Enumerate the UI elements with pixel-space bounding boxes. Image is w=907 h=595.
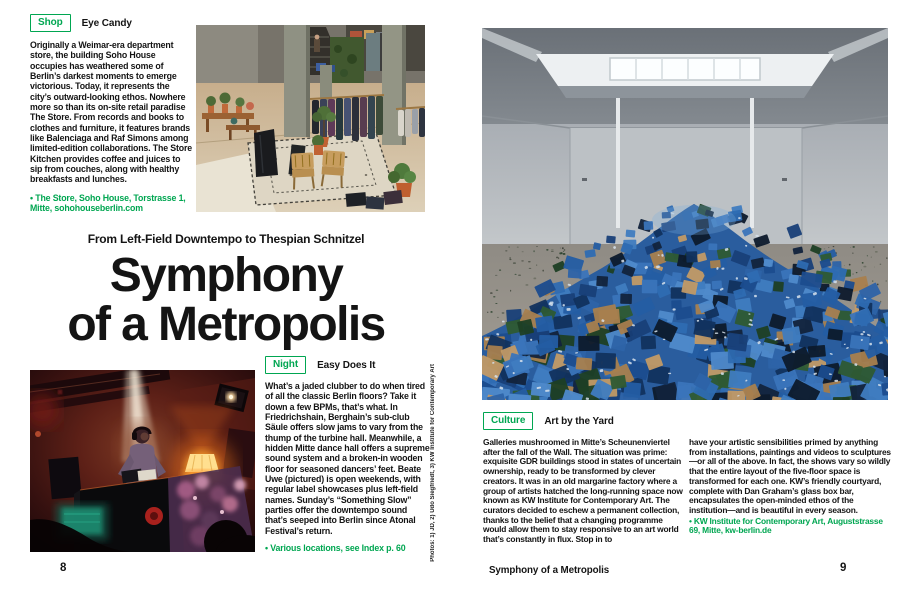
store-photo <box>196 25 425 212</box>
culture-column-1: Galleries mushroomed in Mitte’s Scheunenviertel after the fall of the Wall. The situation was prime: exquisite GDR buildings stood in states of uncertain ownership, ready to be transformed by clever creators. It was in an old margarine factory where a group of artists hatched the long-running space now known as KW Institute for Contemporary Art. The curators decided to eschew a permanent collection, thanks to the belief that a changing programme would allow them to stay responsive to an art world that’s constantly in flux. Stop in to <box>483 437 683 545</box>
shop-body: Originally a Weimar-era department store, the building Soho House occupies has weathered some of Berlin’s darkest moments to emerge victorious. Today, it represents the city’s outward-looking ethos. Nowhere more so than its on-site retail paradise The Store. From records and books to clothes and furniture, it features brands like Balenciaga and Raf Simons among limited-edition collaborations. The Store Kitchen provides coffee and juices to sip from couches, along with healthy breakfasts and lunches. <box>30 40 192 185</box>
page-number-right: 9 <box>840 562 847 574</box>
culture-column-2-body: have your artistic sensibilities primed by anything from installations, paintings and videos to sculptures—or all of the above. In fact, the shows vary so wildly that the entire layout of the five-floor space is transformed for each one. KW’s friendly courtyard, complete with Dan Graham’s glass box bar, encapsulates the open-minded ethos of the institution—and is beautiful in every season. <box>689 437 891 515</box>
feature-kicker: From Left-Field Downtempo to Thespian Schnitzel <box>87 232 365 246</box>
page-number-left: 8 <box>60 562 67 574</box>
footer-article-title: Symphony of a Metropolis <box>489 565 610 576</box>
night-contact: • Various locations, see Index p. 60 <box>265 543 406 554</box>
night-section <box>265 356 431 554</box>
night-body: What’s a jaded clubber to do when tired of all the classic Berlin floors? Take it down a few BPMs, that’s what. In Friedrichshain, Berghain’s sub-club Säule offers slow jams to vary from the thump of the turbine hall. Meanwhile, a hidden Mitte dance hall offers a supreme sound system and a broken-in wooden floor for seasoned dancers’ feet. Beate Uwe (pictured) is open weekends, with regular label showcases plus left-field names. Sunday’s “Something Slow” parties offer the downtempo sound that’s seeped into Berlin since Atonal Festival’s return. <box>265 381 430 536</box>
night-heading: Easy Does It <box>317 359 376 371</box>
store-photo-art <box>196 25 425 212</box>
culture-heading: Art by the Yard <box>544 415 614 427</box>
culture-section-header <box>483 412 614 430</box>
culture-contact: • KW Institute for Contemporary Art, Auguststrasse 69, Mitte, kw-berlin.de <box>689 515 883 536</box>
shop-contact: • The Store, Soho House, Torstrasse 1, Mitte, sohohouseberlin.com <box>30 192 186 214</box>
night-tag: Night <box>265 356 306 374</box>
club-photo <box>30 370 255 552</box>
feature-headline-block <box>10 232 442 349</box>
feature-title <box>10 251 442 349</box>
feature-title-line1: Symphony <box>109 249 343 302</box>
photo-credit-text: Photos: 1) JD, 2) Udo Siegfriedt, 3) KW Institute for Contemporary Art <box>430 363 436 562</box>
feature-title-line2: of a Metropolis <box>67 298 385 351</box>
night-section-header <box>265 356 431 374</box>
installation-photo-art <box>482 28 888 400</box>
shop-heading: Eye Candy <box>81 17 132 29</box>
shop-section-header <box>30 14 193 32</box>
shop-section <box>30 14 193 214</box>
culture-tag: Culture <box>483 412 533 430</box>
photo-credit <box>427 363 439 562</box>
culture-column-2 <box>689 438 891 536</box>
shop-tag: Shop <box>30 14 71 32</box>
installation-photo <box>482 28 888 400</box>
club-photo-art <box>30 370 255 552</box>
